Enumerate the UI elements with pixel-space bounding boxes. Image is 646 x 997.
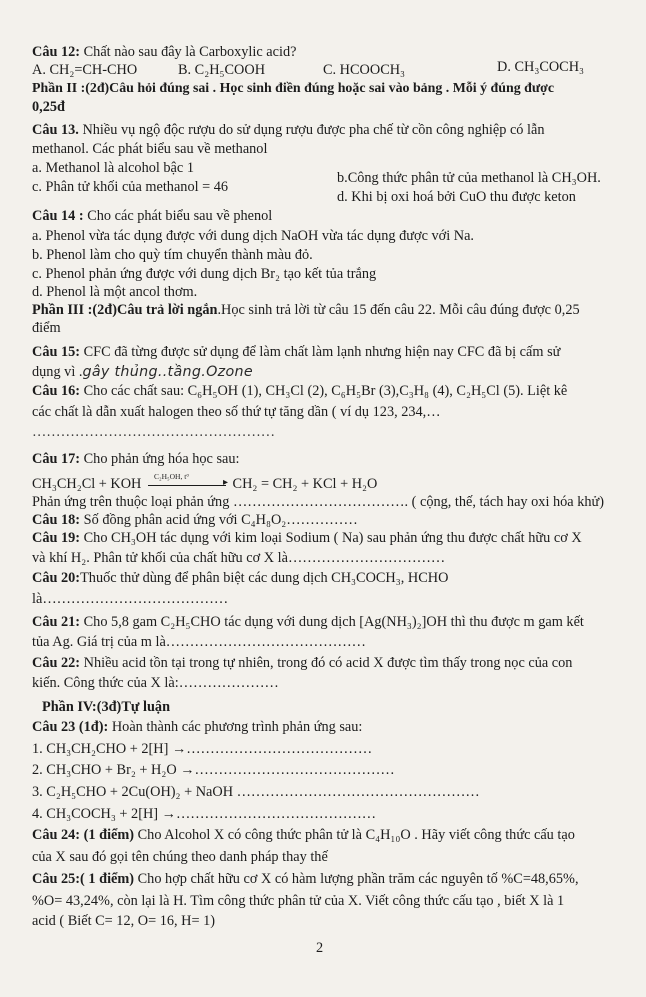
q24-label: Câu 24: (1 điểm) — [32, 827, 135, 843]
q22-text2: kiến. Công thức của X là: — [32, 675, 179, 691]
q15-text1: CFC đã từng được sử dụng để làm chất làm lạnh nhưng hiện nay CFC đã bị cấm sử — [83, 344, 561, 360]
q23-eq1-blank: ………………………………… — [186, 741, 373, 757]
q21-text1: Cho 5,8 gam C₂H₅CHO tác dụng với dung dịch [Ag(NH₃)₂]OH thì thu được m gam kết — [83, 614, 584, 630]
q22-label: Câu 22: — [32, 655, 81, 671]
q18-line — [32, 512, 358, 529]
q23-eq2 — [32, 762, 395, 779]
part3-line — [32, 302, 580, 319]
q23-eq1-text: 1. CH₃CH₂CHO + 2[H] → — [32, 741, 187, 757]
q20-label: Câu 20: — [32, 570, 81, 586]
part4-title: Phần IV:(3đ)Tự luận — [42, 699, 171, 715]
q15-line1 — [32, 344, 560, 361]
q13-statement-a: a. Methanol là alcohol bậc 1 — [32, 160, 194, 176]
q14-statement-c: c. Phenol phản ứng được với dung dịch Br₂ tạo kết tủa trắng — [32, 266, 377, 282]
part3-text2: điểm — [32, 320, 61, 336]
q17-reaction-arrow: C₂H₅OH, t° ▸ — [148, 484, 226, 486]
q12-option-c: C. HCOOCH₃ — [323, 62, 406, 78]
q15-label: Câu 15: — [32, 344, 81, 360]
q16-text2: các chất là dẫn xuất halogen theo số thứ tự tăng dần ( ví dụ 123, 234,… — [32, 404, 441, 420]
q22-line2 — [32, 675, 279, 692]
q13-line1 — [32, 122, 545, 139]
q25-text2: %O= 43,24%, còn lại là H. Tìm công thức phân tử của X. Viết công thức cấu tạo , biết X là 1 — [32, 893, 565, 909]
q15-text2: dụng vì . — [32, 364, 83, 380]
q12-option-a: A. CH₂=CH-CHO — [32, 62, 138, 78]
q13-label: Câu 13. — [32, 122, 79, 138]
q13-statement-d: d. Khi bị oxi hoá bởi CuO thu được keton — [337, 189, 576, 205]
q17-label: Câu 17: — [32, 451, 81, 467]
q20-line2 — [32, 591, 228, 608]
q19-label: Câu 19: — [32, 530, 81, 546]
q25-text1: Cho hợp chất hữu cơ X có hàm lượng phần trăm các nguyên tố %C=48,65%, — [137, 871, 579, 887]
q20-text2: là — [32, 591, 43, 607]
q23-eq3-blank: …………………………………………… — [236, 784, 480, 800]
q14-text: Cho các phát biểu sau về phenol — [87, 208, 273, 224]
q13-text2: methanol. Các phát biểu sau về methanol — [32, 141, 268, 157]
q23-line — [32, 719, 362, 736]
q17-prompt: Phản ứng trên thuộc loại phản ứng — [32, 494, 230, 510]
q12-text: Chất nào sau đây là Carboxylic acid? — [83, 44, 297, 60]
q20-text1: Thuốc thử dùng để phân biệt các dung dịch CH₃COCH₃, HCHO — [80, 570, 449, 586]
part2-points: 0,25đ — [32, 99, 65, 115]
q13-statement-c: c. Phân tử khối của methanol = 46 — [32, 179, 229, 195]
q16-line1 — [32, 383, 567, 400]
q13-statement-b: b.Công thức phân tử của methanol là CH₃OH. — [337, 170, 601, 186]
q21-answer-blank: …………………………………… — [165, 634, 366, 650]
q21-line1 — [32, 614, 584, 631]
q14-statement-b: b. Phenol làm cho quỳ tím chuyển thành màu đỏ. — [32, 247, 313, 263]
q23-eq4-text: 4. CH₃COCH₃ + 2[H] → — [32, 806, 176, 822]
q23-eq4 — [32, 806, 376, 823]
q21-label: Câu 21: — [32, 614, 81, 630]
q23-eq3-text: 3. C₂H₅CHO + 2Cu(OH)₂ + NaOH — [32, 784, 234, 800]
q14-label: Câu 14 : — [32, 208, 84, 224]
q19-text1: Cho CH₃OH tác dụng với kim loại Sodium ( Na) sau phản ứng thu được chất hữu cơ X — [83, 530, 582, 546]
q19-line2 — [32, 550, 445, 567]
q20-line1 — [32, 570, 448, 587]
q20-answer-blank: ………………………………… — [42, 591, 229, 607]
q18-label: Câu 18: — [32, 512, 81, 528]
q12-option-d: D. CH₃COCH₃ — [497, 59, 585, 75]
q15-handwritten-answer: gây thủng..tầng.Ozone — [82, 364, 253, 380]
q21-line2 — [32, 634, 366, 651]
q17-line — [32, 451, 240, 468]
q17-hint: ( cộng, thế, tách hay oxi hóa khử) — [411, 494, 605, 510]
q24-text2: của X sau đó gọi tên chúng theo danh pháp thay thế — [32, 849, 328, 865]
q12-line — [32, 44, 296, 61]
q15-line2 — [32, 364, 253, 381]
q22-line1 — [32, 655, 572, 672]
q25-line1 — [32, 871, 579, 888]
q23-label: Câu 23 (1đ): — [32, 719, 109, 735]
q22-answer-blank: ………………… — [178, 675, 279, 691]
part3-title: Phần III :(2đ)Câu trả lời ngắn — [32, 302, 218, 318]
q23-eq1 — [32, 741, 372, 758]
q16-label: Câu 16: — [32, 383, 81, 399]
q24-line1 — [32, 827, 575, 844]
q21-text2: tủa Ag. Giá trị của m là — [32, 634, 166, 650]
q12-label: Câu 12: — [32, 44, 81, 60]
q17-answer-blank: ………………………………. — [232, 494, 409, 510]
q23-eq2-blank: …………………………………… — [194, 762, 395, 778]
q25-text3: acid ( Biết C= 12, O= 16, H= 1) — [32, 913, 216, 929]
part2-title: Phần II :(2đ)Câu hỏi đúng sai . Học sinh điền đúng hoặc sai vào bảng . Mỗi ý đúng được — [32, 81, 555, 96]
q23-eq2-text: 2. CH₃CHO + Br₂ + H₂O → — [32, 762, 195, 778]
q18-answer-blank: …………… — [286, 512, 358, 528]
page-number: 2 — [316, 940, 324, 956]
q14-line — [32, 208, 272, 225]
q17-equation — [32, 471, 378, 493]
q16-text1: Cho các chất sau: C₆H₅OH (1), CH₃Cl (2), C₆H₅Br (3),C₃H₈ (4), C₂H₅Cl (5). Liệt kê — [83, 383, 568, 399]
q13-text1: Nhiều vụ ngộ độc rượu do sử dụng rượu được pha chế từ cồn công nghiệp có lẫn — [82, 122, 545, 138]
q14-statement-a: a. Phenol vừa tác dụng được với dung dịch NaOH vừa tác dụng được với Na. — [32, 228, 474, 244]
q19-text2: và khí H₂. Phân tử khối của chất hữu cơ X là — [32, 550, 288, 566]
q14-statement-d: d. Phenol là một ancol thơm. — [32, 284, 198, 300]
q19-line1 — [32, 530, 582, 547]
part3-text1: .Học sinh trả lời từ câu 15 đến câu 22. Mỗi câu đúng được 0,25 — [217, 302, 580, 318]
q23-eq4-blank: …………………………………… — [175, 806, 377, 822]
q24-text1: Cho Alcohol X có công thức phân tử là C₄H₁₀O . Hãy viết công thức cấu tạo — [137, 827, 575, 843]
q23-text: Hoàn thành các phương trình phản ứng sau: — [111, 719, 363, 735]
q12-option-b: B. C₂H₅COOH — [178, 62, 266, 78]
q17-text: Cho phản ứng hóa học sau: — [83, 451, 240, 467]
q16-answer-blank: …………………………………………… — [32, 424, 276, 440]
q22-text1: Nhiều acid tồn tại trong tự nhiên, trong đó có acid X được tìm thấy trong nọc của con — [83, 655, 573, 671]
q23-eq3 — [32, 784, 480, 801]
q18-text: Số đồng phân acid ứng với C₄H₈O₂ — [83, 512, 287, 528]
q17-prompt-line — [32, 494, 604, 511]
q17-products: CH₂ = CH₂ + KCl + H₂O — [232, 476, 378, 492]
q19-answer-blank: …………………………… — [287, 550, 446, 566]
q17-reactants: CH₃CH₂Cl + KOH — [32, 476, 142, 492]
q17-condition: C₂H₅OH, t° — [153, 471, 190, 481]
q25-label: Câu 25:( 1 điểm) — [32, 871, 135, 887]
